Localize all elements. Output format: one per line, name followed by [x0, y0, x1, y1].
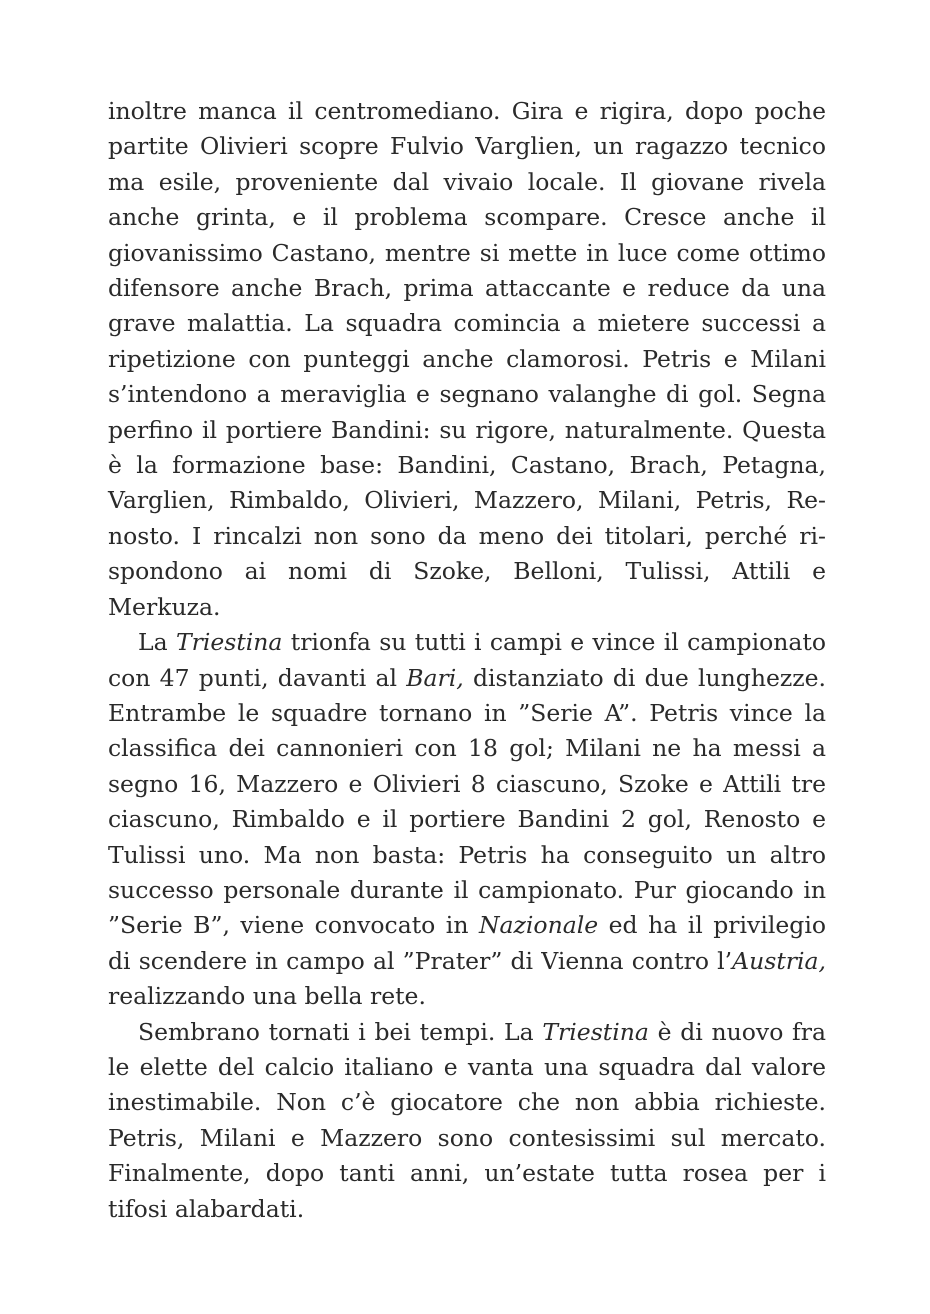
- paragraph-1: [108, 94, 826, 625]
- text-span: La: [138, 628, 176, 657]
- paragraph-2: [108, 625, 826, 1014]
- text-span: distanziato di due lunghezze. Entrambe le squadre tornano in ”Serie A”. Petris vince la classifica dei cannonieri con 18 gol; Milani ne ha messi a segno 16, Mazzero e Olivieri 8 ciascuno, Szoke e Attili tre ciascuno, Rimbaldo e il portiere Bandini 2 gol, Renosto e Tulissi uno. Ma non basta: Petris ha conseguito un altro successo personale durante il campionato. Pur giocando in ”Serie B”, viene convocato in: [108, 663, 827, 940]
- italic-team-name: Triestina: [175, 628, 283, 657]
- text-span: Sembrano tornati i bei tempi. La: [138, 1017, 543, 1046]
- text-span: è di nuovo fra le elette del calcio italiano e vanta una squadra dal valore inestimabile. Non c’è giocatore che non abbia richieste. Petris, Milani e Mazzero sono contesissimi sul mercato. Finalmente, dopo tanti anni, un’estate tutta rosea per i tifosi alabardati.: [108, 1017, 826, 1223]
- text-span: inoltre manca il centromediano. Gira e rigira, dopo poche partite Olivieri scopre Fulvio Varglien, un ragazzo tecnico ma esile, proveniente dal vivaio locale. Il giovane rivela anche grinta, e il problema scompare. Cresce anche il giovanissimo Castano, mentre si mette in luce come ottimo difensore anche Brach, prima attaccante e reduce da una grave malattia. La squadra comincia a mietere successi a ripetizione con punteggi anche clamorosi. Petris e Milani s’intendono a meraviglia e segnano valanghe di gol. Segna perfino il portiere Bandini: su rigore, naturalmente. Questa è la formazione base: Bandini, Castano, Brach, Petagna, Varglien, Rimbaldo, Olivieri, Mazzero, Milani, Petris, Renosto. I rincalzi non sono da meno dei titolari, perché rispondono ai nomi di Szoke, Belloni, Tulissi, Attili e Merkuza.: [108, 97, 826, 621]
- text-span: trionfa su tutti i campi e vince il campionato con 47 punti, davanti al: [108, 628, 826, 692]
- text-span: realizzando una bella rete.: [108, 982, 426, 1011]
- page-body: [108, 94, 826, 1227]
- italic-team-name: Austria,: [732, 946, 826, 975]
- italic-team-name: Triestina: [542, 1017, 649, 1046]
- text-span: ed ha il privilegio di scendere in campo al ”Prater” di Vienna contro l’: [108, 911, 826, 975]
- paragraph-3: [108, 1015, 826, 1227]
- italic-team-name: Nazionale: [478, 911, 599, 940]
- italic-team-name: Bari,: [406, 663, 464, 692]
